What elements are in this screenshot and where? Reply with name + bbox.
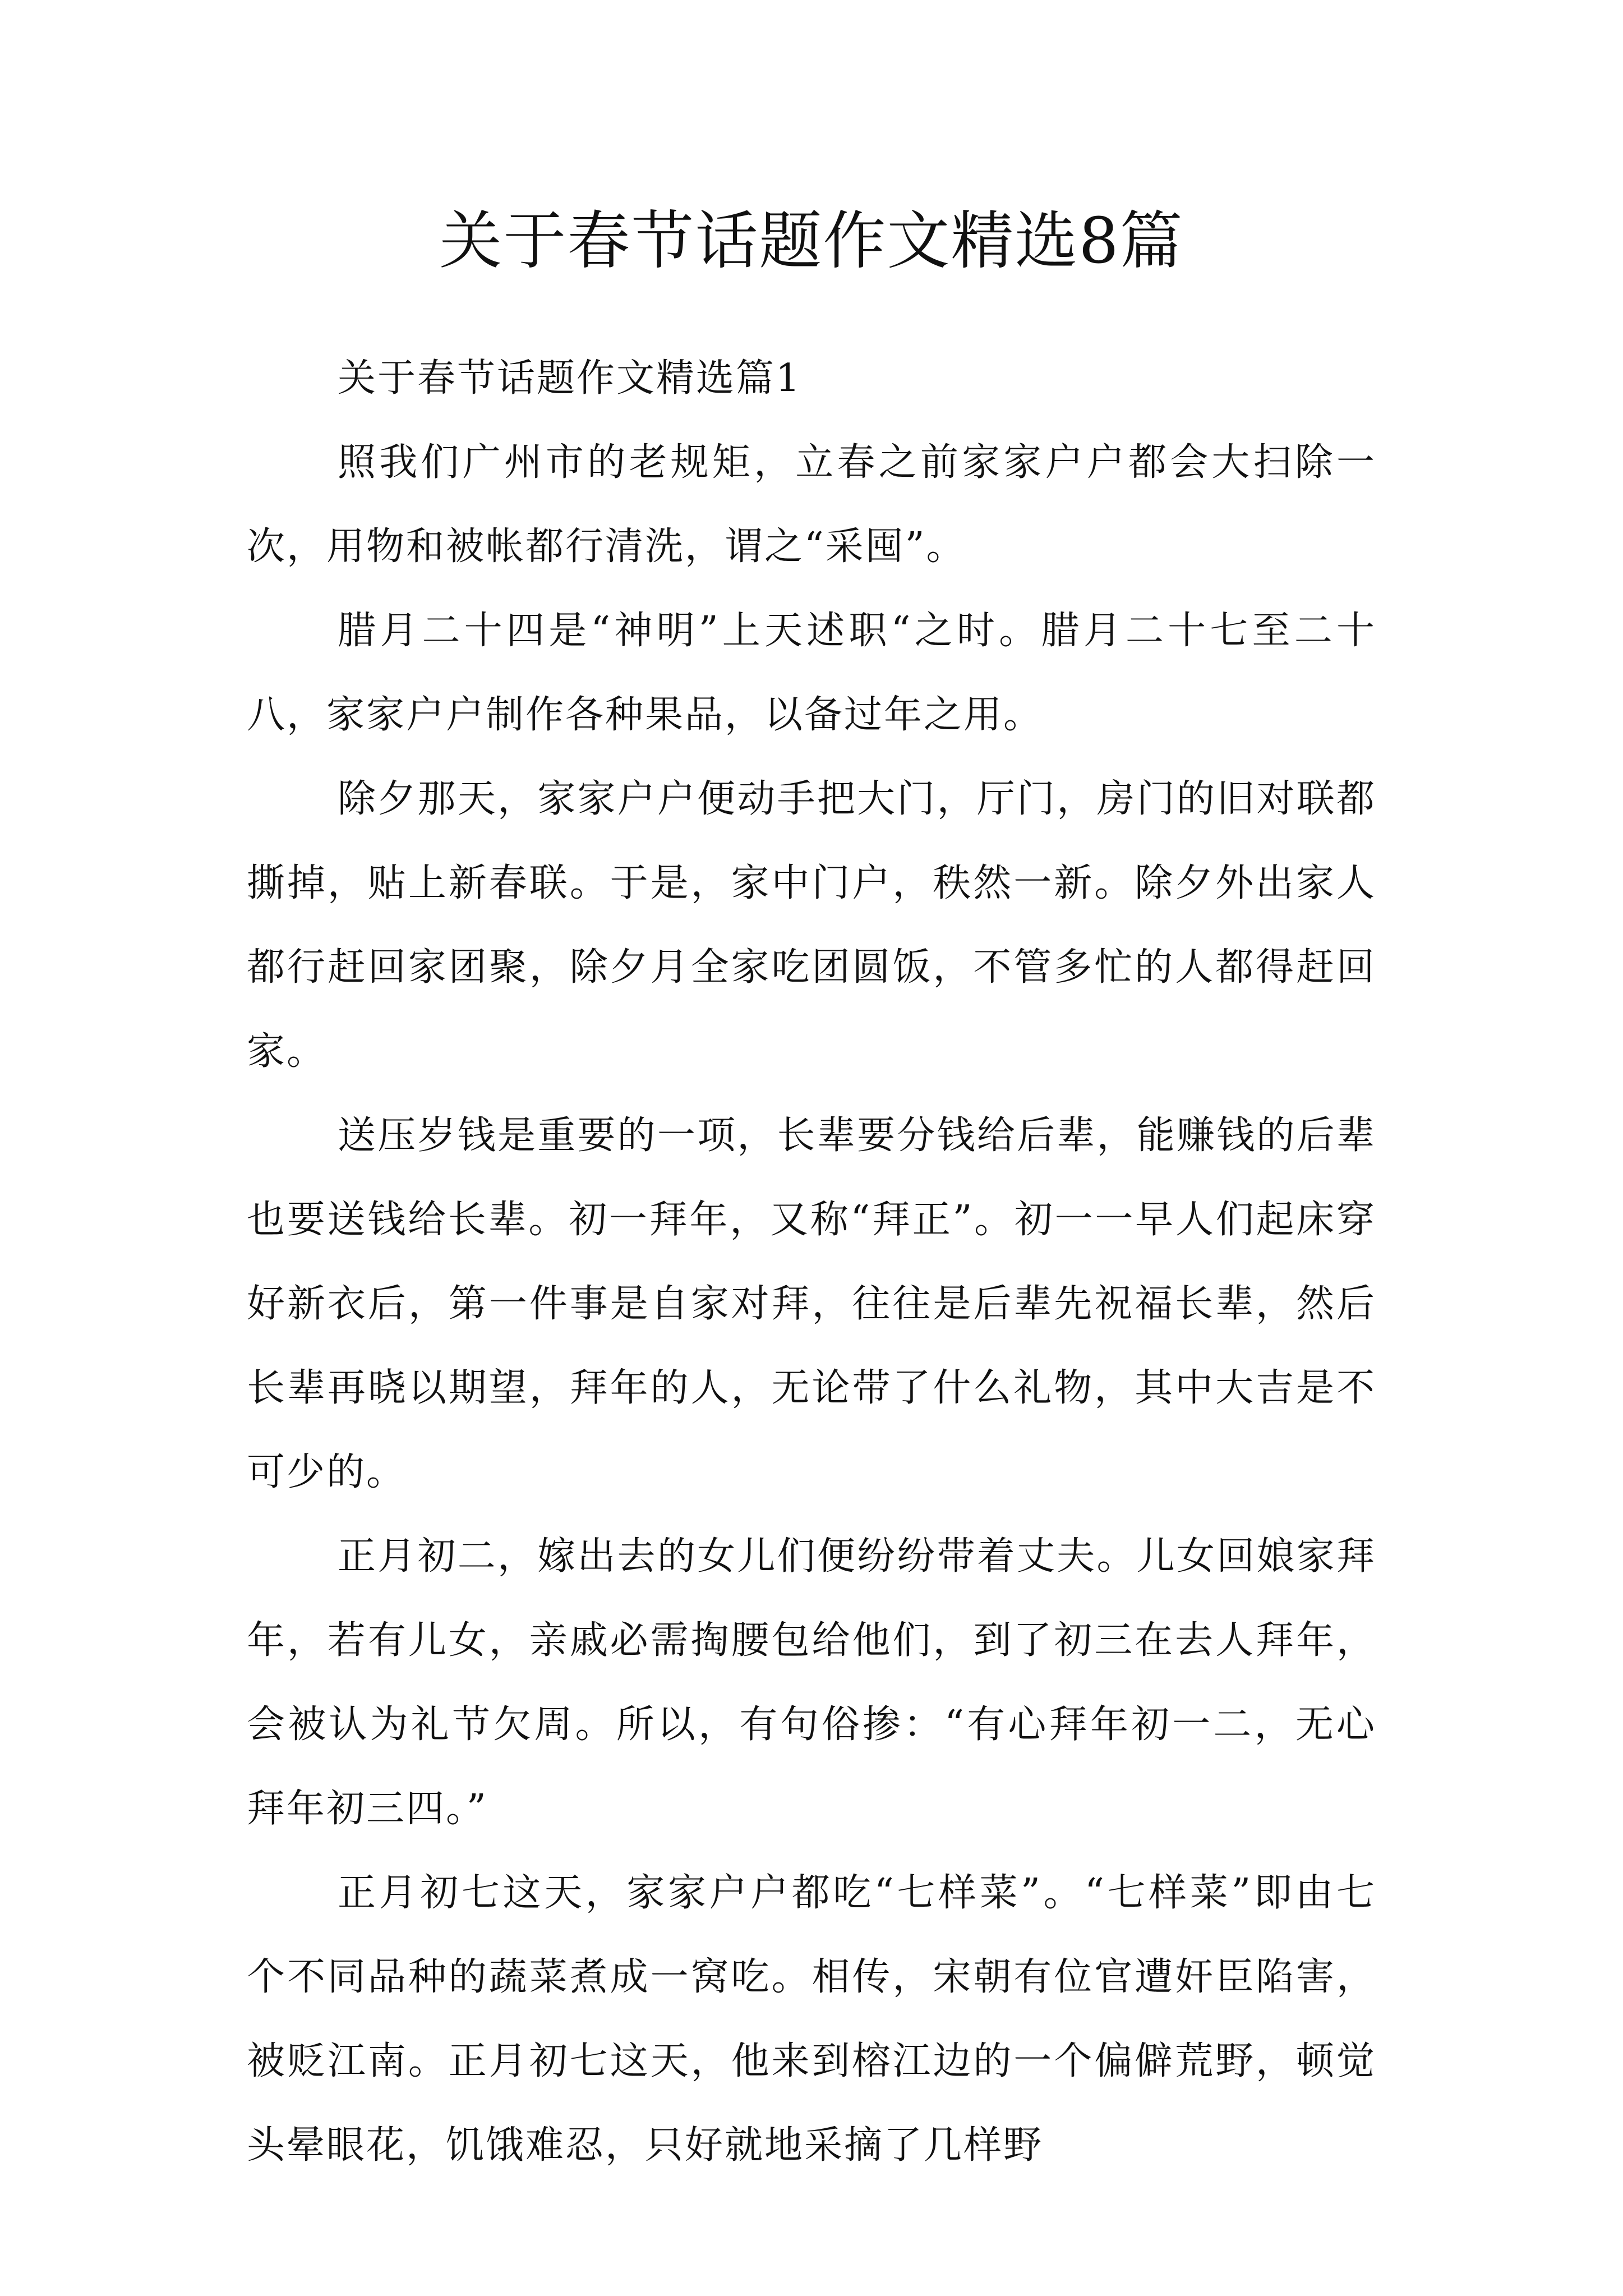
- paragraph: 照我们广州市的老规矩，立春之前家家户户都会大扫除一次，用物和被帐都行清洗，谓之“采囤”。: [247, 440, 1376, 569]
- paragraph: 腊月二十四是“神明”上天述职“之时。腊月二十七至二十八，家家户户制作各种果品，以备过年之用。: [247, 609, 1376, 737]
- paragraph: 正月初二，嫁出去的女儿们便纷纷带着丈夫。儿女回娘家拜年，若有儿女，亲戚必需掏腰包给他们，到了初三在去人拜年，会被认为礼节欠周。所以，有句俗掺：“有心拜年初一二，无心拜年初三四。”: [247, 1534, 1376, 1831]
- paragraph: 除夕那天，家家户户便动手把大门，厅门，房门的旧对联都撕掉，贴上新春联。于是，家中门户，秩然一新。除夕外出家人都行赶回家团聚，除夕月全家吃团圆饭，不管多忙的人都得赶回家。: [247, 777, 1376, 1074]
- section-heading: 关于春节话题作文精选篇1: [338, 356, 802, 401]
- document-title: 关于春节话题作文精选8篇: [439, 205, 1184, 278]
- document-body: [247, 337, 1376, 2188]
- paragraph: 正月初七这天，家家户户都吃“七样菜”。“七样菜”即由七个不同品种的蔬菜煮成一窝吃。相传，宋朝有位官遭奸臣陷害，被贬江南。正月初七这天，他来到榕江边的一个偏僻荒野，顿觉头晕眼花，饥饿难忍，只好就地采摘了几样野: [247, 1871, 1376, 2168]
- paragraph: 送压岁钱是重要的一项，长辈要分钱给后辈，能赚钱的后辈也要送钱给长辈。初一拜年，又称“拜正”。初一一早人们起床穿好新衣后，第一件事是自家对拜，往往是后辈先祝福长辈，然后长辈再晓以期望，拜年的人，无论带了什么礼物，其中大吉是不可少的。: [247, 1114, 1376, 1494]
